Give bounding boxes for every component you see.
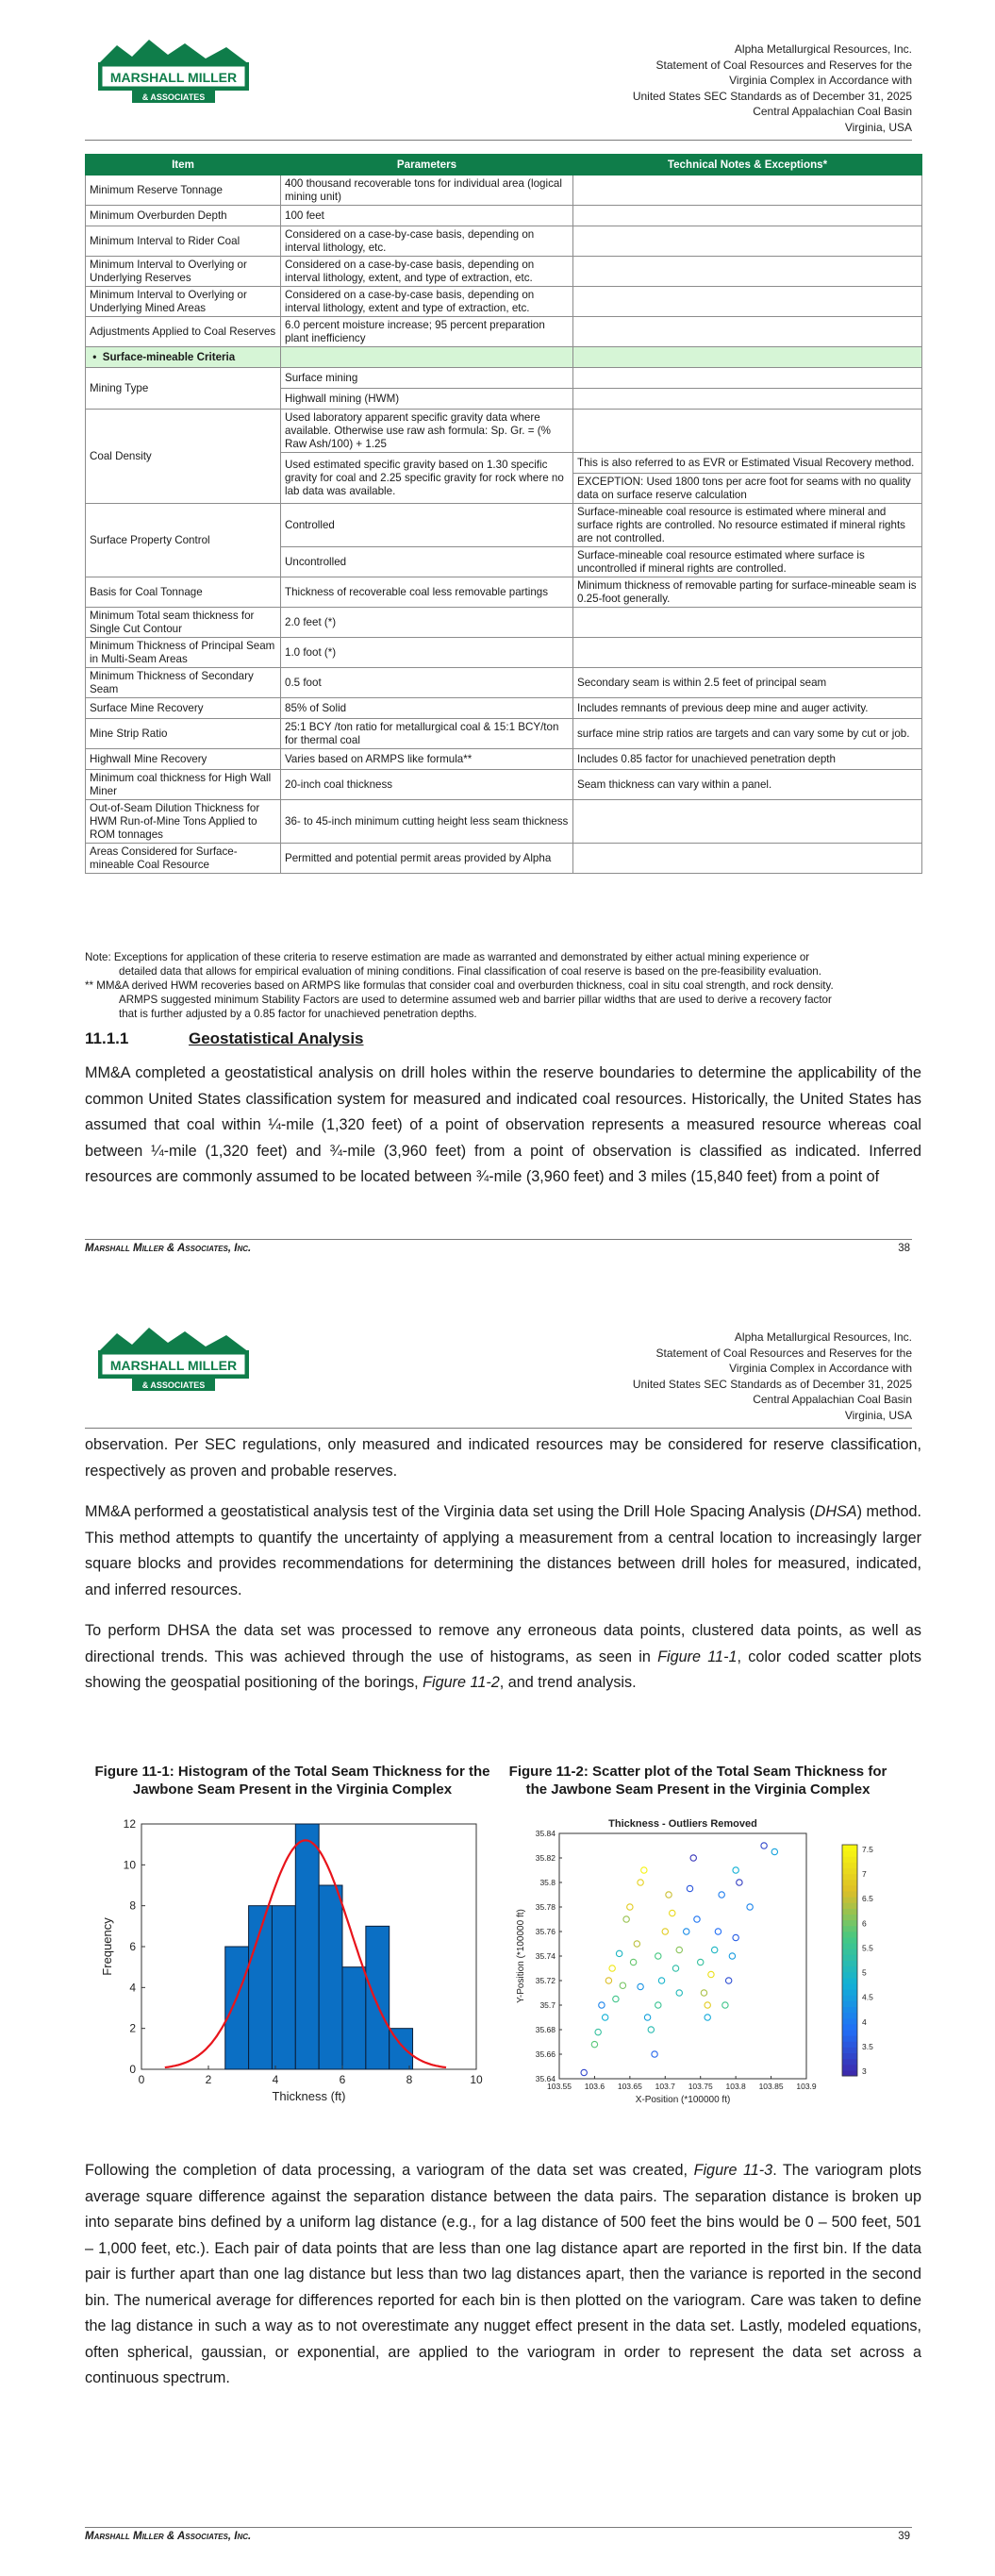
svg-text:MARSHALL MILLER: MARSHALL MILLER <box>109 1358 238 1373</box>
y-tick-label: 35.64 <box>535 2074 556 2083</box>
colorbar-tick-label: 4 <box>862 2016 867 2027</box>
table-cell <box>573 317 922 347</box>
colorbar-tick-label: 6 <box>862 1918 867 1929</box>
table-cell: Considered on a case-by-case basis, depending on interval lithology, extent and type of extraction, etc. <box>281 287 573 317</box>
x-tick-label: 2 <box>205 2073 212 2086</box>
body-text <box>85 1432 921 1712</box>
table-cell: Mine Strip Ratio <box>86 719 281 749</box>
colorbar-segment <box>842 1891 857 1898</box>
table-cell: Minimum Overburden Depth <box>86 206 281 226</box>
company-logo <box>94 36 253 106</box>
x-tick-label: 103.7 <box>655 2082 675 2091</box>
y-tick-label: 6 <box>129 1940 136 1953</box>
chart-title: Thickness - Outliers Removed <box>608 1818 757 1830</box>
note-line: Note: Exceptions for application of these criteria to reserve estimation are made as warranted and demonstrated by either actual mining experience or <box>85 951 810 963</box>
table-cell: 400 thousand recoverable tons for individual area (logical mining unit) <box>281 176 573 206</box>
y-tick-label: 35.7 <box>539 2000 556 2010</box>
table-cell: Considered on a case-by-case basis, depending on interval lithology, extent, and type of extraction, etc. <box>281 257 573 287</box>
header-line: Virginia Complex in Accordance with <box>729 1362 912 1375</box>
table-row <box>86 176 922 206</box>
table-header-row <box>86 155 922 176</box>
table-row <box>86 770 922 800</box>
colorbar-segment <box>842 1995 857 2001</box>
y-tick-label: 10 <box>123 1858 136 1872</box>
histogram-bar <box>366 1926 390 2069</box>
note-line: that is further adjusted by a 0.85 factor for unachieved penetration depths. <box>119 1008 477 1020</box>
table-cell: surface mine strip ratios are targets and can vary some by cut or job. <box>573 719 922 749</box>
colorbar-segment <box>842 1862 857 1868</box>
x-axis-label: X-Position (*100000 ft) <box>635 2095 731 2105</box>
table-cell: Considered on a case-by-case basis, depending on interval lithology, etc. <box>281 226 573 257</box>
table-row <box>86 410 922 453</box>
table-row <box>86 638 922 668</box>
page-number: 39 <box>898 2531 910 2542</box>
note-line: ARMPS suggested minimum Stability Factors are used to determine assumed web and barrier pillar widths that are used to derive a recovery factor <box>119 994 832 1006</box>
colorbar-segment <box>842 1885 857 1892</box>
paragraph: Following the completion of data processing, a variogram of the data set was created, Figure 11-3. The variogram plots average square difference against the separation distance between the data pairs. The separation distance is broken up into separate bins defined by a uniform lag distance (e.g., for a lag distance of 500 feet the bins would be 0 – 500 feet, 501 – 1,000 feet, etc.). Each pair of data points that are less than one lag distance apart are reported in the first bin. If the data pair is further apart than one lag distance but less than two lag distances apart, then the variance is reported in the second bin. The numerical average for differences reported for each bin is then plotted on the variogram. Care was taken to define the lag distance in such a way as to not overestimate any nugget effect present in the data set. Lastly, modeled equations, often spherical, gaussian, or exponential, are applied to the variogram in order to represent the data set across a continuous spectrum. <box>85 2162 922 2386</box>
colorbar-segment <box>842 2030 857 2036</box>
table-cell: Minimum thickness of removable parting for surface-mineable seam is 0.25-foot generally. <box>573 577 922 608</box>
x-tick-label: 6 <box>339 2073 346 2086</box>
colorbar-segment <box>842 2035 857 2042</box>
y-tick-label: 35.82 <box>535 1853 556 1863</box>
table-cell <box>573 287 922 317</box>
table-row <box>86 577 922 608</box>
table-cell: Surface Property Control <box>86 504 281 577</box>
table-cell: Minimum Thickness of Secondary Seam <box>86 668 281 698</box>
y-tick-label: 35.84 <box>535 1829 556 1838</box>
table-cell: Uncontrolled <box>281 547 573 577</box>
table-cell: 6.0 percent moisture increase; 95 percent preparation plant inefficiency <box>281 317 573 347</box>
section-label: • Surface-mineable Criteria <box>86 347 281 368</box>
table-cell: Controlled <box>281 504 573 547</box>
colorbar-tick-label: 4.5 <box>862 1992 873 2002</box>
table-row <box>86 317 922 347</box>
y-tick-label: 4 <box>129 1981 136 1995</box>
y-tick-label: 35.78 <box>535 1902 556 1912</box>
table-cell: 85% of Solid <box>281 698 573 719</box>
colorbar-segment <box>842 1902 857 1909</box>
table-cell: 25:1 BCY /ton ratio for metallurgical coal & 15:1 BCY/ton for thermal coal <box>281 719 573 749</box>
histogram-bar <box>342 1967 366 2069</box>
page-number: 38 <box>898 1243 910 1254</box>
colorbar-segment <box>842 1989 857 1996</box>
colorbar-segment <box>842 2000 857 2007</box>
y-tick-label: 35.76 <box>535 1927 556 1936</box>
table-cell: Used estimated specific gravity based on 1.30 specific gravity for coal and 2.25 specific gravity for rock where no lab data was available. <box>281 453 573 504</box>
table-cell: Used laboratory apparent specific gravity data where available. Otherwise use raw ash formula: Sp. Gr. = (% Raw Ash/100) + 1.25 <box>281 410 573 453</box>
colorbar-segment <box>842 1961 857 1967</box>
table-row <box>86 608 922 638</box>
colorbar-segment <box>842 2024 857 2031</box>
header-line: Virginia, USA <box>844 120 912 134</box>
x-tick-label: 103.8 <box>725 2082 746 2091</box>
table-notes <box>85 950 921 1021</box>
colorbar-segment <box>842 1954 857 1961</box>
header-divider <box>85 140 912 141</box>
colorbar-tick-label: 5.5 <box>862 1943 873 1953</box>
table-cell: Includes 0.85 factor for unachieved penetration depth <box>573 749 922 770</box>
note-line: ** MM&A derived HWM recoveries based on ARMPS like formulas that consider coal and overburden thickness, coal in situ coal strength, and rock density. <box>85 979 834 992</box>
section-title: Geostatistical Analysis <box>189 1029 364 1047</box>
table-cell <box>573 176 922 206</box>
colorbar-segment <box>842 1978 857 1984</box>
colorbar-tick-label: 5 <box>862 1967 867 1978</box>
colorbar-tick-label: 7.5 <box>862 1844 873 1854</box>
y-axis-label: Frequency <box>100 1917 114 1976</box>
x-tick-label: 4 <box>272 2073 279 2086</box>
table-cell: Surface Mine Recovery <box>86 698 281 719</box>
histogram-bar <box>225 1947 249 2069</box>
colorbar-segment <box>842 1850 857 1857</box>
table-cell: Minimum Total seam thickness for Single Cut Contour <box>86 608 281 638</box>
table-cell: EXCEPTION: Used 1800 tons per acre foot for seams with no quality data on surface reserve calculation <box>573 474 922 504</box>
table-cell <box>573 257 922 287</box>
x-tick-label: 103.75 <box>688 2082 713 2091</box>
table-cell: Thickness of recoverable coal less removable partings <box>281 577 573 608</box>
colorbar-segment <box>842 1920 857 1927</box>
colorbar-segment <box>842 1937 857 1944</box>
colorbar-segment <box>842 2018 857 2025</box>
column-header: Item <box>86 155 281 176</box>
header-line: Statement of Coal Resources and Reserves for the <box>655 1346 912 1360</box>
table-cell: Surface mining <box>281 368 573 389</box>
y-tick-label: 0 <box>129 2063 136 2076</box>
column-header: Technical Notes & Exceptions* <box>573 155 922 176</box>
table-cell <box>573 206 922 226</box>
table-cell: 2.0 feet (*) <box>281 608 573 638</box>
y-tick-label: 2 <box>129 2021 136 2035</box>
colorbar-segment <box>842 2041 857 2048</box>
table-cell: 100 feet <box>281 206 573 226</box>
table-cell: Varies based on ARMPS like formula** <box>281 749 573 770</box>
y-tick-label: 35.68 <box>535 2025 556 2034</box>
section-number: 11.1.1 <box>85 1029 129 1047</box>
section-heading <box>85 1029 364 1048</box>
table-cell: 1.0 foot (*) <box>281 638 573 668</box>
colorbar-segment <box>842 1949 857 1955</box>
table-cell: Coal Density <box>86 410 281 504</box>
header-company: Alpha Metallurgical Resources, Inc. <box>734 1330 912 1344</box>
colorbar-segment <box>842 1897 857 1903</box>
x-tick-label: 8 <box>406 2073 413 2086</box>
y-tick-label: 35.66 <box>535 2049 556 2059</box>
scatter-chart <box>514 1816 891 2109</box>
footer-company: Marshall Miller & Associates, Inc. <box>85 1243 252 1254</box>
body-text <box>85 2158 921 2407</box>
header-line: Virginia Complex in Accordance with <box>729 74 912 87</box>
colorbar-tick-label: 6.5 <box>862 1894 873 1904</box>
table-cell: 20-inch coal thickness <box>281 770 573 800</box>
colorbar-segment <box>842 1880 857 1886</box>
x-tick-label: 103.55 <box>547 2082 572 2091</box>
table-cell: Adjustments Applied to Coal Reserves <box>86 317 281 347</box>
table-cell: 36- to 45-inch minimum cutting height less seam thickness <box>281 800 573 844</box>
table-row <box>86 257 922 287</box>
x-tick-label: 103.65 <box>617 2082 642 2091</box>
colorbar-tick-label: 3.5 <box>862 2041 873 2051</box>
colorbar-segment <box>842 2065 857 2071</box>
table-row <box>86 698 922 719</box>
paragraph: observation. Per SEC regulations, only measured and indicated resources may be considered for reserve classification, respectively as proven and probable reserves. <box>85 1436 921 1480</box>
figure-11-1-caption: Figure 11-1: Histogram of the Total Seam Thickness for the Jawbone Seam Present in the Virginia Complex <box>94 1764 490 1798</box>
note-line: detailed data that allows for empirical evaluation of mining conditions. Final classification of coal reserve is based on the pre-feasibility evaluation. <box>119 965 821 978</box>
table-row <box>86 749 922 770</box>
header-line: United States SEC Standards as of December 31, 2025 <box>632 89 912 103</box>
svg-text:& ASSOCIATES: & ASSOCIATES <box>141 1380 206 1390</box>
x-tick-label: 0 <box>138 2073 145 2086</box>
section-row <box>86 347 922 368</box>
page-header <box>422 1330 912 1423</box>
svg-text:MARSHALL MILLER: MARSHALL MILLER <box>109 70 238 85</box>
table-cell: Basis for Coal Tonnage <box>86 577 281 608</box>
table-row <box>86 368 922 389</box>
histogram-bar <box>272 1906 295 2069</box>
table-cell: Minimum Reserve Tonnage <box>86 176 281 206</box>
colorbar-segment <box>842 2070 857 2077</box>
figure-11-2-caption: Figure 11-2: Scatter plot of the Total Seam Thickness for the Jawbone Seam Present in the Virginia Complex <box>508 1764 887 1798</box>
histogram-chart <box>94 1816 490 2109</box>
table-cell: Surface-mineable coal resource estimated where surface is uncontrolled if mineral rights are controlled. <box>573 547 922 577</box>
x-tick-label: 103.6 <box>584 2082 605 2091</box>
x-tick-label: 10 <box>470 2073 483 2086</box>
table-cell: Secondary seam is within 2.5 feet of principal seam <box>573 668 922 698</box>
page-39 <box>0 1288 995 2576</box>
table-cell <box>573 800 922 844</box>
y-tick-label: 12 <box>123 1817 136 1831</box>
table-cell: 0.5 foot <box>281 668 573 698</box>
table-cell: Out-of-Seam Dilution Thickness for HWM Run-of-Mine Tons Applied to ROM tonnages <box>86 800 281 844</box>
table-cell <box>573 638 922 668</box>
table-cell: Minimum coal thickness for High Wall Miner <box>86 770 281 800</box>
colorbar-segment <box>842 1908 857 1915</box>
table-cell <box>573 608 922 638</box>
header-line: United States SEC Standards as of December 31, 2025 <box>632 1377 912 1391</box>
table-cell: Highwall Mine Recovery <box>86 749 281 770</box>
table-row <box>86 844 922 874</box>
footer-divider <box>85 1239 912 1240</box>
x-axis-label: Thickness (ft) <box>272 2089 346 2103</box>
footer-divider <box>85 2527 912 2528</box>
colorbar-segment <box>842 1943 857 1949</box>
y-axis-label: Y-Position (*100000 ft) <box>516 1909 526 2003</box>
table-row <box>86 504 922 547</box>
paragraph: To perform DHSA the data set was processed to remove any erroneous data points, clustered data points, as well as directional trends. This was achieved through the use of histograms, as seen in Figure 11-1, color coded scatter plots showing the geospatial positioning of the borings, Figure 11-2, and trend analysis. <box>85 1622 922 1691</box>
header-line: Central Appalachian Coal Basin <box>753 1393 912 1406</box>
table-cell <box>573 226 922 257</box>
colorbar-segment <box>842 1983 857 1990</box>
colorbar-segment <box>842 2007 857 2014</box>
parameters-table <box>85 154 922 874</box>
table-row <box>86 800 922 844</box>
table-row <box>86 719 922 749</box>
header-line: Central Appalachian Coal Basin <box>753 105 912 118</box>
colorbar-segment <box>842 1915 857 1921</box>
colorbar-segment <box>842 1966 857 1973</box>
table-cell <box>573 844 922 874</box>
y-tick-label: 35.8 <box>539 1878 556 1887</box>
colorbar-segment <box>842 1932 857 1938</box>
table-cell: Minimum Interval to Rider Coal <box>86 226 281 257</box>
colorbar-segment <box>842 1972 857 1979</box>
body-paragraph <box>85 1061 921 1206</box>
x-tick-label: 103.9 <box>796 2082 817 2091</box>
colorbar-segment <box>842 2053 857 2060</box>
histogram-bar <box>295 1824 319 2069</box>
colorbar-segment <box>842 1856 857 1863</box>
table-cell: Surface-mineable coal resource is estimated where mineral and surface rights are controlled. No resource estimated if mineral rights are not controlled. <box>573 504 922 547</box>
company-logo <box>94 1324 253 1394</box>
table-cell: Minimum Interval to Overlying or Underlying Reserves <box>86 257 281 287</box>
table-cell: Seam thickness can vary within a panel. <box>573 770 922 800</box>
table-cell: Areas Considered for Surface-mineable Coal Resource <box>86 844 281 874</box>
colorbar-segment <box>842 1845 857 1851</box>
table-cell: Highwall mining (HWM) <box>281 389 573 410</box>
x-tick-label: 103.85 <box>758 2082 784 2091</box>
table-cell: This is also referred to as EVR or Estimated Visual Recovery method. <box>573 453 922 474</box>
y-tick-label: 35.72 <box>535 1976 556 1985</box>
svg-text:& ASSOCIATES: & ASSOCIATES <box>141 92 206 102</box>
table-cell: Mining Type <box>86 368 281 410</box>
colorbar-tick-label: 3 <box>862 2066 867 2077</box>
header-line: Statement of Coal Resources and Reserves for the <box>655 58 912 72</box>
colorbar-segment <box>842 1926 857 1932</box>
y-tick-label: 8 <box>129 1899 136 1913</box>
table-cell: Permitted and potential permit areas provided by Alpha <box>281 844 573 874</box>
header-line: Virginia, USA <box>844 1408 912 1422</box>
table-row <box>86 206 922 226</box>
paragraph: MM&A performed a geostatistical analysis test of the Virginia data set using the Drill Hole Spacing Analysis (DHSA) method. This method attempts to quantify the uncertainty of applying a measurement from a central location to increasingly larger square blocks and provides recommendations for determining the distances between drill holes for measured, indicated, and inferred resources. <box>85 1503 921 1598</box>
histogram-bar <box>319 1885 342 2069</box>
colorbar-segment <box>842 1868 857 1875</box>
table-cell: Includes remnants of previous deep mine and auger activity. <box>573 698 922 719</box>
y-tick-label: 35.74 <box>535 1951 556 1961</box>
header-company: Alpha Metallurgical Resources, Inc. <box>734 42 912 56</box>
table-row <box>86 287 922 317</box>
colorbar-segment <box>842 2013 857 2019</box>
table-cell: Minimum Interval to Overlying or Underlying Mined Areas <box>86 287 281 317</box>
table-row <box>86 226 922 257</box>
page-header <box>422 42 912 135</box>
table-cell: Minimum Thickness of Principal Seam in Multi-Seam Areas <box>86 638 281 668</box>
colorbar-segment <box>842 2059 857 2066</box>
table-row <box>86 668 922 698</box>
colorbar-segment <box>842 1874 857 1881</box>
paragraph: MM&A completed a geostatistical analysis on drill holes within the reserve boundaries to determine the applicability of the common United States classification system for measured and indicated coal resources. Historically, the United States has assumed that coal within ¼-mile (1,320 feet) of a point of observation represents a measured resource whereas coal between ¼-mile (1,320 feet) and ¾-mile (3,960 feet) from a point of observation is classified as indicated. Inferred resources are commonly assumed to be located between ¾-mile (3,960 feet) and 3 miles (15,840 feet) from a point of <box>85 1064 921 1185</box>
column-header: Parameters <box>281 155 573 176</box>
header-divider <box>85 1428 912 1429</box>
colorbar-tick-label: 7 <box>862 1869 867 1880</box>
footer-company: Marshall Miller & Associates, Inc. <box>85 2531 252 2542</box>
colorbar-segment <box>842 2047 857 2053</box>
